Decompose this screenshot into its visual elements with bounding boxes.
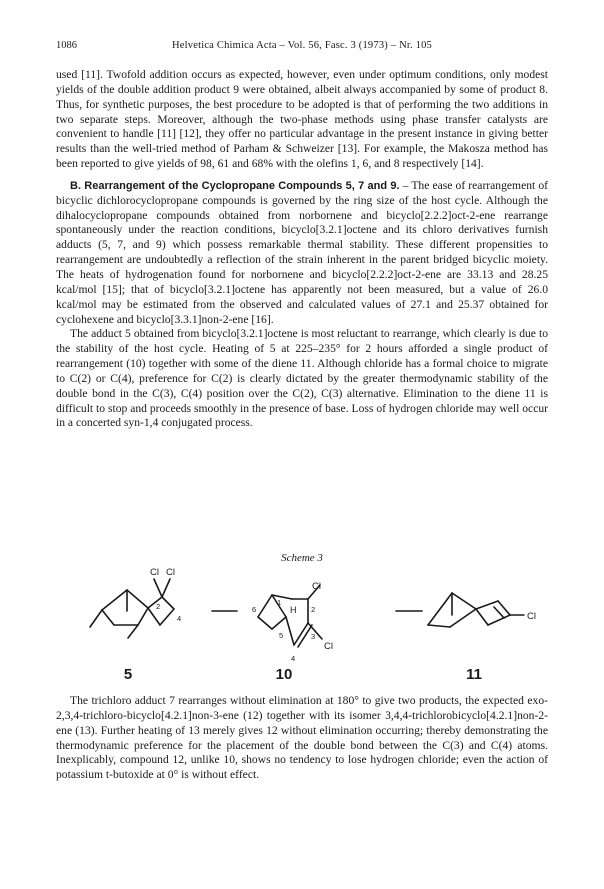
bond — [428, 625, 450, 627]
atom-label-cl: Cl — [324, 641, 333, 652]
main-text — [56, 68, 548, 431]
scheme-title: Scheme 3 — [281, 552, 323, 564]
section-title: B. Rearrangement of the Cyclopropane Compounds 5, 7 and 9. — [70, 179, 400, 192]
paragraph-2: B. Rearrangement of the Cyclopropane Compounds 5, 7 and 9. – The ease of rearrangement of bicyclic dichlorocyclopropane compounds is governed by the ring size of the host cycle. Although the dihalocyclopropane compounds obtained from norbornene and bicyclo[2.2.2]oct-2-ene rearrange spontaneously under the reaction conditions, bicyclo[3.2.1]octene and its chloro derivatives furnish adducts (5, 7, and 9) which possess remarkable thermal stability. These different propensities to rearrangement are undoubtedly a reflection of the strain inherent in the parent bridged bicyclic moiety. The heats of hydrogenation found for norbornene and bicyclo[2.2.2]oct-2-ene are 33.13 and 28.25 kcal/mol [15]; that of bicyclo[3.2.1]octene has apparently not been measured, but a value of 26.0 kcal/mol may be estimated from the observed and calculated values of 27.1 and 25.37 obtained for cyclohexene and bicyclo[3.3.1]non-2-ene [16]. — [56, 178, 548, 326]
bond — [450, 609, 476, 627]
position-label: 5 — [279, 631, 284, 640]
bond — [258, 617, 272, 629]
structure-5 — [90, 579, 174, 638]
position-label: 3 — [311, 632, 316, 641]
running-title: Helvetica Chimica Acta – Vol. 56, Fasc. 3 (1973) – Nr. 105 — [172, 40, 432, 51]
bond — [258, 595, 272, 617]
position-label: 2 — [156, 602, 161, 611]
bond — [90, 610, 102, 627]
position-label: 6 — [252, 605, 257, 614]
atom-label-cl: Cl — [527, 611, 536, 622]
main-text-continued — [56, 694, 548, 783]
page-number: 1086 — [56, 40, 77, 51]
running-header — [56, 40, 548, 54]
atom-label-h: H — [290, 605, 297, 615]
paragraph-1: used [11]. Twofold addition occurs as expected, however, even under optimum conditions, only modest yields of the double addition product 9 were obtained, albeit always accompanied by some of product 8. Thus, for synthetic purposes, the best procedure to be adopted is that of performing the two additions in two separate steps. Moreover, although the two-phase methods using phase transfer catalysts are convenient to handle [11] [12], they offer no particular advantage in the present instance in giving better results than the well-tried method of Parham & Schweizer [13]. For example, the Makosza method has been reported to give yields of 98, 61 and 68% with the olefins 1, 6, and 8 respectively [14]. — [56, 68, 548, 171]
bond — [476, 609, 488, 625]
bond — [102, 590, 127, 610]
bond — [160, 609, 174, 625]
bond — [272, 617, 286, 629]
double-bond — [494, 607, 504, 618]
bond — [128, 625, 138, 638]
bond — [138, 608, 148, 625]
atom-label-cl: Cl — [312, 581, 321, 592]
paragraph-3: The adduct 5 obtained from bicyclo[3.2.1]octene is most reluctant to rearrange, which clearly is due to the stability of the host cycle. Heating of 5 at 225–235° for 2 hours afforded a single product of rearrangement (10) together with some of the diene 11. Although chloride has a formal choice to migrate to C(2) or C(4), preference for C(2) is clearly dictated by the greater thermodynamic stability of the double bond in the C(3), C(4) position over the C(2), C(3) alternative. Elimination to the diene 11 is difficult to stop and proceeds smoothly in the presence of base. Loss of hydrogen chloride may well occur in a concerted syn-1,4 conjugated process. — [56, 327, 548, 430]
bond — [102, 610, 114, 625]
bond — [428, 593, 452, 625]
compound-number-11: 11 — [466, 666, 482, 683]
bond — [162, 579, 170, 597]
bond — [162, 597, 174, 609]
bond — [452, 593, 476, 609]
bond — [286, 617, 294, 645]
paragraph-2-text: The ease of rearrangement of bicyclic dichlorocyclopropane compounds is governed by the ring size of the host cycle. Although the dihalocyclopropane compounds obtained from norbornene and bicyclo[2.2.2]oct-2-ene rearrange spontaneously under the reaction conditions, bicyclo[3.2.1]octene and its chloro derivatives furnish adducts (5, 7, and 9) which possess remarkable thermal stability. These different propensities to rearrangement are undoubtedly a reflection of the strain inherent in the parent bridged bicyclic moiety. The heats of hydrogenation found for norbornene and bicyclo[2.2.2]oct-2-ene are 33.13 and 28.25 kcal/mol [15]; that of bicyclo[3.2.1]octene has apparently not been measured, but a value of 26.0 kcal/mol may be estimated from the observed and calculated values of 27.1 and 25.37 obtained for cyclohexene and bicyclo[3.3.1]non-2-ene [16]. — [56, 178, 548, 326]
bond — [488, 615, 510, 625]
position-label: 1 — [277, 598, 282, 607]
compound-number-5: 5 — [123, 666, 133, 683]
atom-label-cl: Cl — [150, 567, 159, 578]
atom-label-cl: Cl — [166, 567, 175, 578]
scheme-3-diagram — [72, 565, 542, 685]
structure-11 — [428, 593, 524, 627]
position-label: 4 — [177, 614, 182, 623]
bond — [154, 579, 162, 597]
paragraph-4: The trichloro adduct 7 rearranges without elimination at 180° to give two products, the expected exo-2,3,4-trichloro-bicyclo[4.2.1]non-3-ene (12) together with its isomer 3,4,4-trichlorobicyclo[4.2.1]non-2-ene (13). Further heating of 13 merely gives 12 without elimination occurring; thereby demonstrating the thermodynamic preference for the placement of the double bond between the C(3) and C(4) atoms. Inexplicably, compound 12, unlike 10, shows no tendency to lose hydrogen chloride; even the action of potassium t-butoxide at 0° is without effect. — [56, 694, 548, 782]
position-label: 2 — [311, 605, 316, 614]
position-label: 4 — [291, 654, 296, 663]
bond — [127, 590, 148, 608]
compound-number-10: 10 — [275, 666, 293, 683]
